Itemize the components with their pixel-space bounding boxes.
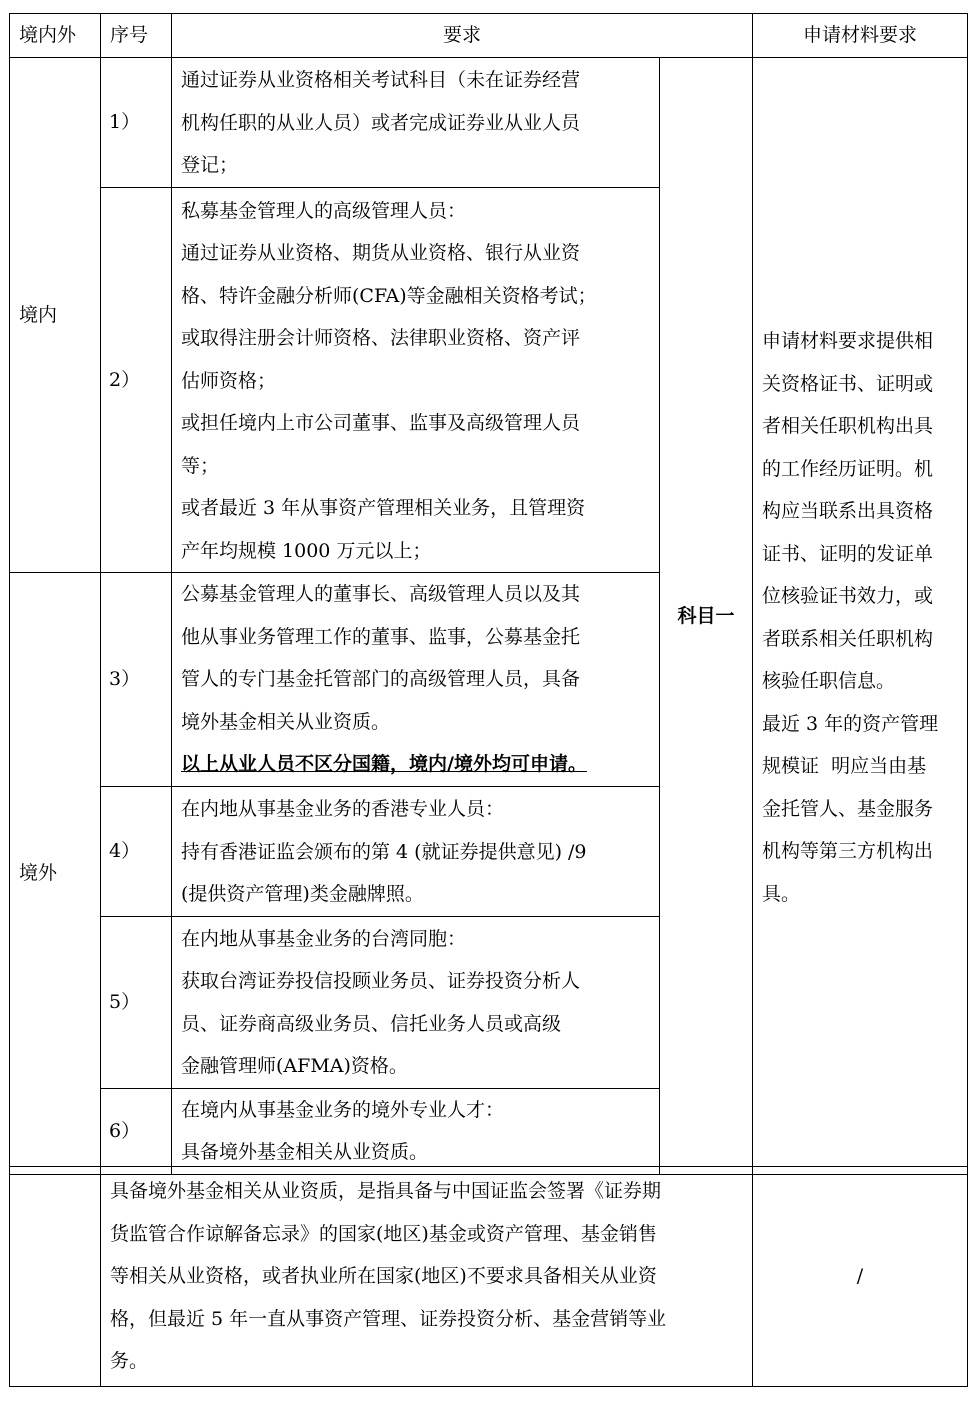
materials-line: 申请材料要求提供相 <box>762 330 934 352</box>
footnote-row <box>10 1167 968 1387</box>
materials-line: 构应当联系出具资格 <box>762 500 934 522</box>
requirement-line: 机构任职的从业人员）或者完成证券业从业人员 <box>181 111 581 134</box>
materials-line: 具。 <box>762 882 801 905</box>
footnote-text-cell <box>101 1167 753 1387</box>
requirement-line: 或担任境内上市公司董事、监事及高级管理人员 <box>181 412 581 434</box>
seq-cell: 4） <box>101 787 172 917</box>
requirement-line: 他从事业务管理工作的董事、监事，公募基金托 <box>181 625 581 648</box>
footnote-line: 等相关从业资格，或者执业所在国家(地区)不要求具备相关从业资 <box>110 1265 657 1288</box>
requirement-line: 持有香港证监会颁布的第 4 (就证券提供意见) /9 <box>181 840 587 863</box>
seq-cell: 1） <box>101 58 172 188</box>
requirement-line: 境外基金相关从业资质。 <box>181 710 391 733</box>
requirement-line: 等； <box>181 454 220 477</box>
requirement-line: 获取台湾证券投信投顾业务员、证券投资分析人 <box>181 970 581 992</box>
requirement-line: 估师资格； <box>181 369 277 392</box>
requirement-line: 具备境外基金相关从业资质。 <box>181 1141 429 1163</box>
materials-line: 关资格证书、证明或 <box>762 372 934 395</box>
materials-cell <box>753 58 968 1175</box>
requirement-line: 通过证券从业资格、期货从业资格、银行从业资 <box>181 242 581 264</box>
seq-cell: 3） <box>101 573 172 787</box>
requirement-cell <box>172 787 660 917</box>
requirement-line: 产年均规模 1000 万元以上； <box>181 539 432 562</box>
footnote-blank-cell <box>10 1167 101 1387</box>
header-region: 境内外 <box>10 14 101 58</box>
group-domestic: 境内 <box>10 58 101 573</box>
requirement-line: 公募基金管理人的董事长、高级管理人员以及其 <box>181 583 581 605</box>
seq-cell: 5） <box>101 916 172 1088</box>
footnote-line: 格，但最近 5 年一直从事资产管理、证券投资分析、基金营销等业 <box>110 1307 667 1330</box>
footnote-line: 具备境外基金相关从业资质，是指具备与中国证监会签署《证券期 <box>110 1180 662 1203</box>
header-row <box>10 14 968 58</box>
subject-cell: 科目一 <box>660 58 753 1175</box>
requirement-cell <box>172 573 660 787</box>
header-materials: 申请材料要求 <box>753 14 968 58</box>
materials-line: 者相关任职机构出具 <box>762 415 934 437</box>
table-row <box>10 58 968 188</box>
materials-line: 者联系相关任职机构 <box>762 627 934 650</box>
requirement-cell <box>172 916 660 1088</box>
requirement-line: 登记； <box>181 154 239 176</box>
materials-line: 机构等第三方机构出 <box>762 840 934 862</box>
requirement-line: 或者最近 3 年从事资产管理相关业务，且管理资 <box>181 497 586 519</box>
header-seq: 序号 <box>101 14 172 58</box>
requirement-line: 格、特许金融分析师(CFA)等金融相关资格考试； <box>181 284 597 307</box>
footnote-table <box>9 1166 968 1387</box>
qualification-table <box>9 13 968 1175</box>
footnote-materials-cell: / <box>753 1167 968 1387</box>
requirement-cell <box>172 187 660 573</box>
requirement-line: 通过证券从业资格相关考试科目（未在证券经营 <box>181 69 581 91</box>
requirement-line: 在境内从事基金业务的境外专业人才： <box>181 1098 505 1121</box>
requirement-line: (提供资产管理)类金融牌照。 <box>181 883 424 905</box>
materials-line: 金托管人、基金服务 <box>762 797 934 820</box>
requirement-line: 金融管理师(AFMA)资格。 <box>181 1055 408 1077</box>
requirement-cell <box>172 1088 660 1174</box>
header-requirement: 要求 <box>172 14 753 58</box>
seq-cell: 6） <box>101 1088 172 1174</box>
requirement-line: 在内地从事基金业务的香港专业人员： <box>181 798 505 820</box>
footnote-line: 货监管合作谅解备忘录》的国家(地区)基金或资产管理、基金销售 <box>110 1222 657 1245</box>
footnote-line: 务。 <box>110 1350 149 1373</box>
requirement-line: 员、证券商高级业务员、信托业务人员或高级 <box>181 1012 562 1035</box>
requirement-line: 或取得注册会计师资格、法律职业资格、资产评 <box>181 327 581 349</box>
materials-line: 规模证 明应当由基 <box>762 755 927 777</box>
requirement-line: 私募基金管理人的高级管理人员： <box>181 199 467 222</box>
seq-cell: 2） <box>101 187 172 573</box>
group-overseas: 境外 <box>10 573 101 1175</box>
requirement-line: 在内地从事基金业务的台湾同胞： <box>181 927 467 950</box>
materials-line: 证书、证明的发证单 <box>762 542 934 565</box>
requirement-emphasis: 以上从业人员不区分国籍，境内/境外均可申请。 <box>181 753 587 775</box>
requirement-line: 管人的专门基金托管部门的高级管理人员，具备 <box>181 668 581 690</box>
materials-line: 最近 3 年的资产管理 <box>762 712 939 735</box>
materials-line: 的工作经历证明。机 <box>762 457 934 480</box>
requirement-cell <box>172 58 660 188</box>
materials-line: 核验任职信息。 <box>762 670 896 692</box>
materials-line: 位核验证书效力，或 <box>762 585 934 607</box>
